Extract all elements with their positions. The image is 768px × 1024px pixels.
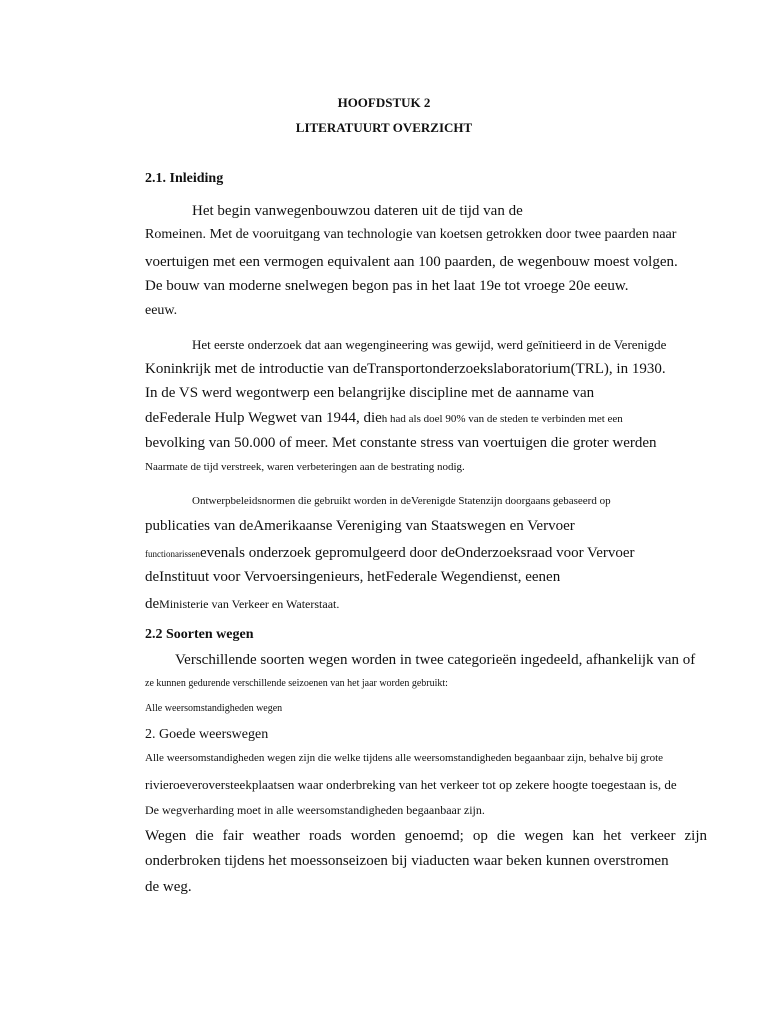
section-title-inleiding: 2.1. Inleiding: [145, 171, 224, 186]
paragraph-line: publicaties van deAmerikaanse Vereniging van Staatswegen en Vervoer: [145, 518, 575, 534]
paragraph-line: eeuw.: [145, 303, 178, 318]
text-span: evenals onderzoek gepromulgeerd door deOnderzoeksraad voor Vervoer: [199, 545, 635, 561]
paragraph-line: de weg.: [145, 879, 192, 895]
text-span: de: [145, 596, 160, 612]
text-span: h had als doel 90% van de steden te verbinden met een: [381, 413, 623, 425]
paragraph-line: Ontwerpbeleidsnormen die gebruikt worden in deVerenigde Statenzijn doorgaans gebaseerd op: [192, 495, 611, 507]
text-span: deFederale Hulp Wegwet van 1944, die: [145, 410, 382, 426]
paragraph-line: [145, 596, 339, 612]
list-item: Alle weersomstandigheden wegen: [145, 703, 283, 714]
paragraph-line: voertuigen met een vermogen equivalent aan 100 paarden, de wegenbouw moest volgen.: [145, 254, 678, 270]
paragraph-line: Het begin vanwegenbouwzou dateren uit de tijd van de: [192, 203, 523, 219]
paragraph-line: De wegverharding moet in alle weersomstandigheden begaanbaar zijn.: [145, 803, 485, 817]
paragraph-line: Romeinen. Met de vooruitgang van technologie van koetsen getrokken door twee paarden naar: [145, 227, 677, 242]
paragraph-line: ze kunnen gedurende verschillende seizoenen van het jaar worden gebruikt:: [145, 678, 448, 689]
text-span: functionarissen: [145, 549, 200, 559]
paragraph-line: Alle weersomstandigheden wegen zijn die welke tijdens alle weersomstandigheden begaanbaar zijn, behalve bij grote: [145, 752, 664, 764]
paragraph-line: rivieroeveroversteekplaatsen waar onderbreking van het verkeer tot op zekere hoogte toegestaan is, de: [145, 777, 677, 792]
paragraph-line: [145, 545, 635, 561]
paragraph-line: Het eerste onderzoek dat aan wegengineering was gewijd, werd geïnitieerd in de Verenigde: [192, 337, 667, 352]
paragraph-line: Naarmate de tijd verstreek, waren verbeteringen aan de bestrating nodig.: [145, 461, 465, 473]
text-span: Ministerie van Verkeer en Waterstaat.: [159, 597, 340, 611]
paragraph-line: [145, 410, 623, 426]
list-item: 2. Goede weerswegen: [145, 727, 269, 742]
chapter-heading: HOOFDSTUK 2: [337, 95, 431, 110]
chapter-title: LITERATUURT OVERZICHT: [295, 120, 473, 135]
paragraph-line: deInstituut voor Vervoersingenieurs, hetFederale Wegendienst, eenen: [145, 569, 561, 585]
paragraph-line: Verschillende soorten wegen worden in twee categorieën ingedeeld, afhankelijk van of: [175, 652, 696, 668]
paragraph-line: bevolking van 50.000 of meer. Met constante stress van voertuigen die groter werden: [145, 435, 657, 451]
section-title-soorten-wegen: 2.2 Soorten wegen: [145, 627, 254, 642]
paragraph-line: onderbroken tijdens het moessonseizoen bij viaducten waar beken kunnen overstromen: [145, 853, 669, 869]
paragraph-line: Koninkrijk met de introductie van deTransportonderzoekslaboratorium(TRL), in 1930.: [145, 361, 666, 377]
paragraph-line: Wegen die fair weather roads worden genoemd; op die wegen kan het verkeer zijn: [145, 828, 707, 844]
paragraph-line: De bouw van moderne snelwegen begon pas in het laat 19e tot vroege 20e eeuw.: [145, 278, 629, 294]
paragraph-line: In de VS werd wegontwerp een belangrijke discipline met de aanname van: [145, 385, 595, 401]
